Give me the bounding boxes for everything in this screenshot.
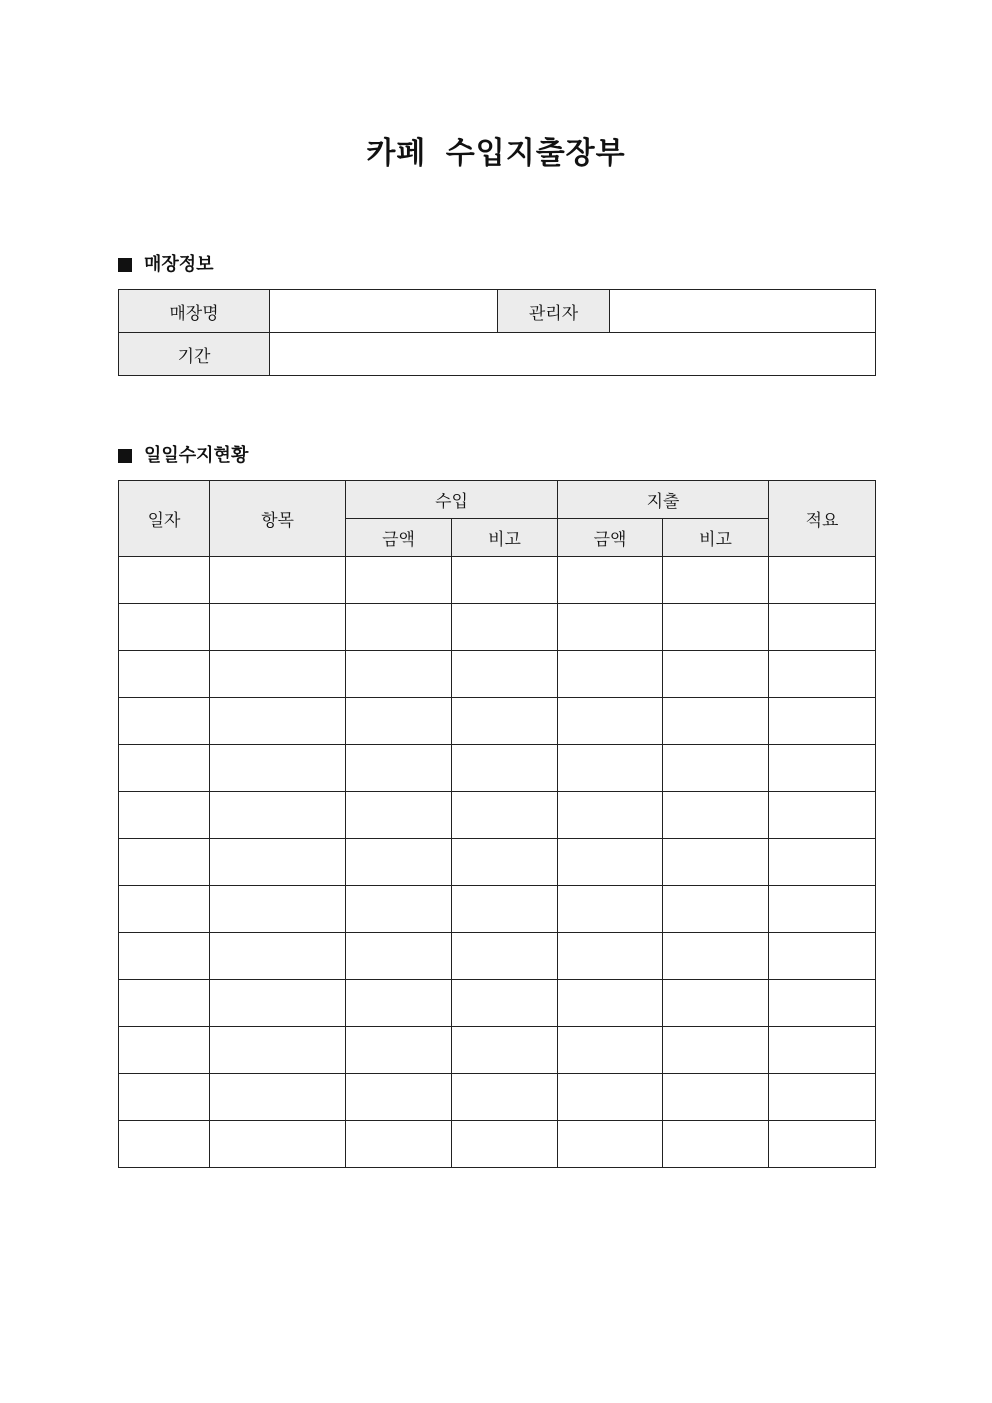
date-cell[interactable] [119,933,210,980]
item-cell[interactable] [210,557,346,604]
note-cell[interactable] [769,1074,876,1121]
expense-remark-cell[interactable] [663,980,769,1027]
expense-amount-cell[interactable] [558,1074,663,1121]
note-cell[interactable] [769,839,876,886]
table-row [119,980,876,1027]
table-row [119,1121,876,1168]
table-row [119,1027,876,1074]
note-cell[interactable] [769,698,876,745]
table-row [119,886,876,933]
expense-amount-cell[interactable] [558,1121,663,1168]
store-name-label: 매장명 [119,290,270,333]
item-cell[interactable] [210,604,346,651]
income-remark-cell[interactable] [452,792,558,839]
expense-remark-cell[interactable] [663,698,769,745]
item-cell[interactable] [210,886,346,933]
note-cell[interactable] [769,933,876,980]
daily-status-heading [118,444,248,468]
income-amount-cell[interactable] [346,557,452,604]
income-amount-cell[interactable] [346,792,452,839]
income-amount-cell[interactable] [346,698,452,745]
expense-remark-header: 비고 [663,519,769,557]
income-remark-cell[interactable] [452,604,558,651]
income-amount-cell[interactable] [346,1074,452,1121]
expense-remark-cell[interactable] [663,1027,769,1074]
date-cell[interactable] [119,792,210,839]
income-remark-cell[interactable] [452,1027,558,1074]
table-row [119,1074,876,1121]
date-cell[interactable] [119,1027,210,1074]
date-header: 일자 [119,481,210,557]
income-remark-cell[interactable] [452,651,558,698]
note-cell[interactable] [769,1027,876,1074]
table-row [119,839,876,886]
item-cell[interactable] [210,651,346,698]
daily-status-heading-label: 일일수지현황 [144,445,249,466]
date-cell[interactable] [119,651,210,698]
item-cell[interactable] [210,792,346,839]
expense-remark-cell[interactable] [663,886,769,933]
store-name-field[interactable] [270,290,498,333]
table-row [119,933,876,980]
note-cell[interactable] [769,557,876,604]
period-field[interactable] [270,333,876,376]
page-title: 카페 수입지출장부 [366,136,626,171]
daily-status-body [119,557,876,1168]
date-cell[interactable] [119,698,210,745]
expense-amount-cell[interactable] [558,651,663,698]
item-cell[interactable] [210,698,346,745]
item-cell[interactable] [210,980,346,1027]
income-remark-cell[interactable] [452,557,558,604]
income-amount-cell[interactable] [346,745,452,792]
note-cell[interactable] [769,651,876,698]
note-cell[interactable] [769,1121,876,1168]
income-amount-cell[interactable] [346,980,452,1027]
date-cell[interactable] [119,1121,210,1168]
item-cell[interactable] [210,1027,346,1074]
expense-amount-cell[interactable] [558,557,663,604]
income-remark-cell[interactable] [452,698,558,745]
item-cell[interactable] [210,933,346,980]
store-info-row [119,290,876,333]
expense-amount-cell[interactable] [558,886,663,933]
income-amount-cell[interactable] [346,839,452,886]
table-row [119,604,876,651]
date-cell[interactable] [119,745,210,792]
expense-amount-cell[interactable] [558,698,663,745]
expense-remark-cell[interactable] [663,651,769,698]
table-row [119,745,876,792]
date-cell[interactable] [119,980,210,1027]
expense-remark-cell[interactable] [663,1121,769,1168]
item-header: 항목 [210,481,346,557]
expense-amount-cell[interactable] [558,933,663,980]
date-cell[interactable] [119,839,210,886]
store-info-row [119,333,876,376]
table-row [119,792,876,839]
income-amount-cell[interactable] [346,1027,452,1074]
expense-header: 지출 [558,481,769,519]
square-bullet-icon [118,449,132,463]
income-header: 수입 [346,481,558,519]
expense-amount-cell[interactable] [558,839,663,886]
note-cell[interactable] [769,792,876,839]
note-cell[interactable] [769,745,876,792]
table-row [119,651,876,698]
item-cell[interactable] [210,745,346,792]
income-amount-header: 금액 [346,519,452,557]
income-amount-cell[interactable] [346,651,452,698]
income-remark-cell[interactable] [452,1121,558,1168]
date-cell[interactable] [119,1074,210,1121]
store-info-heading-label: 매장정보 [144,254,214,275]
manager-field[interactable] [610,290,876,333]
expense-amount-cell[interactable] [558,792,663,839]
income-amount-cell[interactable] [346,886,452,933]
table-row [119,557,876,604]
date-cell[interactable] [119,886,210,933]
note-cell[interactable] [769,980,876,1027]
income-remark-cell[interactable] [452,745,558,792]
store-info-heading [118,253,214,277]
table-row [119,698,876,745]
income-remark-cell[interactable] [452,933,558,980]
period-label: 기간 [119,333,270,376]
income-amount-cell[interactable] [346,604,452,651]
expense-remark-cell[interactable] [663,557,769,604]
header-row [119,481,876,519]
store-info-table [118,289,876,376]
expense-amount-cell[interactable] [558,745,663,792]
income-remark-cell[interactable] [452,980,558,1027]
expense-remark-cell[interactable] [663,933,769,980]
note-cell[interactable] [769,886,876,933]
expense-remark-cell[interactable] [663,604,769,651]
square-bullet-icon [118,258,132,272]
expense-remark-cell[interactable] [663,1074,769,1121]
date-cell[interactable] [119,557,210,604]
manager-label: 관리자 [498,290,610,333]
daily-status-table [118,480,876,1168]
expense-remark-cell[interactable] [663,745,769,792]
note-cell[interactable] [769,604,876,651]
item-cell[interactable] [210,839,346,886]
item-cell[interactable] [210,1121,346,1168]
item-cell[interactable] [210,1074,346,1121]
date-cell[interactable] [119,604,210,651]
note-header: 적요 [769,481,876,557]
income-amount-cell[interactable] [346,933,452,980]
income-remark-cell[interactable] [452,886,558,933]
expense-amount-header: 금액 [558,519,663,557]
expense-remark-cell[interactable] [663,839,769,886]
expense-remark-cell[interactable] [663,792,769,839]
income-remark-header: 비고 [452,519,558,557]
expense-amount-cell[interactable] [558,604,663,651]
expense-amount-cell[interactable] [558,1027,663,1074]
income-amount-cell[interactable] [346,1121,452,1168]
income-remark-cell[interactable] [452,839,558,886]
expense-amount-cell[interactable] [558,980,663,1027]
income-remark-cell[interactable] [452,1074,558,1121]
